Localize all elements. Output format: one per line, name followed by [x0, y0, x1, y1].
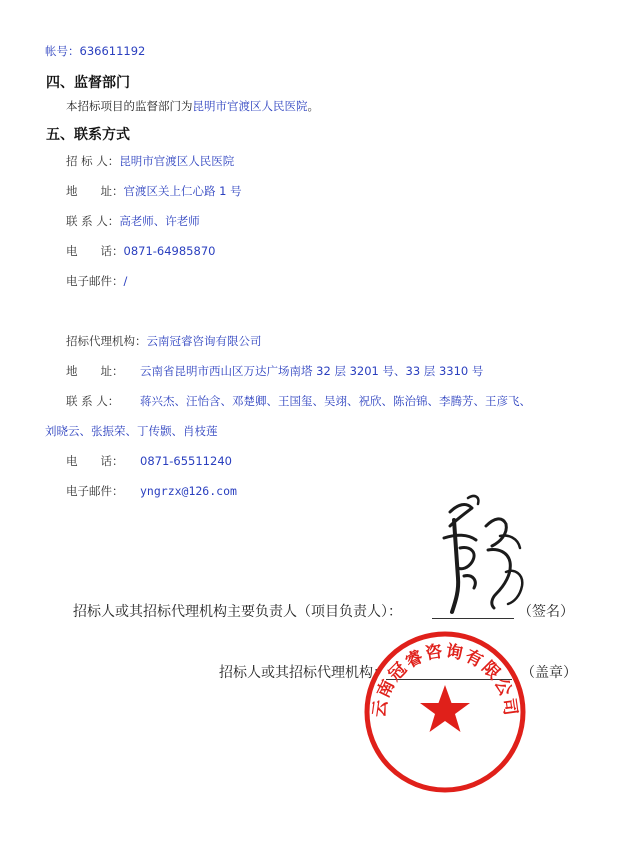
agency-phone-value: 0871-65511240	[140, 454, 232, 468]
section-5-title: 五、联系方式	[46, 127, 130, 143]
tenderer-address-label: 地 址：	[66, 184, 124, 198]
tenderer-contact-label: 联 系 人：	[66, 214, 120, 228]
tenderer-phone-label: 电 话：	[66, 244, 124, 258]
account-label: 帐号：	[45, 44, 80, 58]
tenderer-email-value: /	[123, 274, 128, 288]
agency-contact-line	[66, 394, 531, 408]
tenderer-phone-value: 0871-64985870	[123, 244, 216, 258]
supervisor-name: 昆明市官渡区人民医院	[192, 99, 308, 113]
tenderer-name-label: 招 标 人：	[66, 154, 120, 168]
agency-email-value: yngrzx@126.com	[140, 484, 237, 498]
tenderer-contact-value: 高老师、许老师	[119, 214, 200, 228]
agency-address-label: 地 址：	[66, 364, 124, 378]
section-4-text	[66, 99, 319, 113]
agency-name-label: 招标代理机构：	[66, 334, 147, 348]
signature-line-1-text: 招标人或其招标代理机构主要负责人（项目负责人）：	[73, 604, 402, 620]
company-seal	[362, 629, 528, 795]
signature-underline	[432, 618, 514, 619]
agency-email-line	[66, 484, 237, 498]
tenderer-name-line	[66, 154, 234, 168]
tenderer-name-value: 昆明市官渡区人民医院	[119, 154, 235, 168]
account-value: 636611192	[79, 44, 146, 58]
agency-name-value: 云南冠睿咨询有限公司	[146, 334, 262, 348]
agency-address-value: 云南省昆明市西山区万达广场南塔 32 层 3201 号、33 层 3310 号	[140, 364, 484, 378]
seal-company-text: 云南冠睿咨询有限公司	[369, 641, 521, 719]
agency-contact-label: 联 系 人：	[66, 394, 120, 408]
signature-suffix: （签名）	[518, 604, 574, 620]
section-4-text-prefix: 本招标项目的监督部门为	[66, 99, 193, 113]
agency-phone-line	[66, 454, 232, 468]
section-4-title: 四、监督部门	[46, 75, 130, 91]
agency-contact-line-2	[45, 424, 218, 438]
seal-suffix: （盖章）	[521, 665, 577, 681]
account-line	[45, 44, 145, 58]
agency-name-line	[66, 334, 262, 348]
tenderer-phone-line	[66, 244, 215, 258]
tenderer-address-value: 官渡区关上仁心路 1 号	[123, 184, 242, 198]
tenderer-email-label: 电子邮件：	[66, 274, 124, 288]
seal-line-text: 招标人或其招标代理机构：	[219, 665, 387, 681]
tenderer-contact-line	[66, 214, 200, 228]
tenderer-address-line	[66, 184, 242, 198]
agency-contact-value-1: 蒋兴杰、汪怡含、邓楚卿、王国玺、吴翊、祝欣、陈治锦、李腾芳、王彦飞、	[140, 394, 531, 408]
tenderer-email-line	[66, 274, 127, 288]
agency-address-line	[66, 364, 483, 378]
agency-contact-value-2: 刘晓云、张振荣、丁传颢、肖枝莲	[45, 424, 218, 438]
agency-email-label: 电子邮件：	[66, 484, 124, 498]
agency-phone-label: 电 话：	[66, 454, 124, 468]
section-4-text-suffix: 。	[307, 99, 319, 113]
